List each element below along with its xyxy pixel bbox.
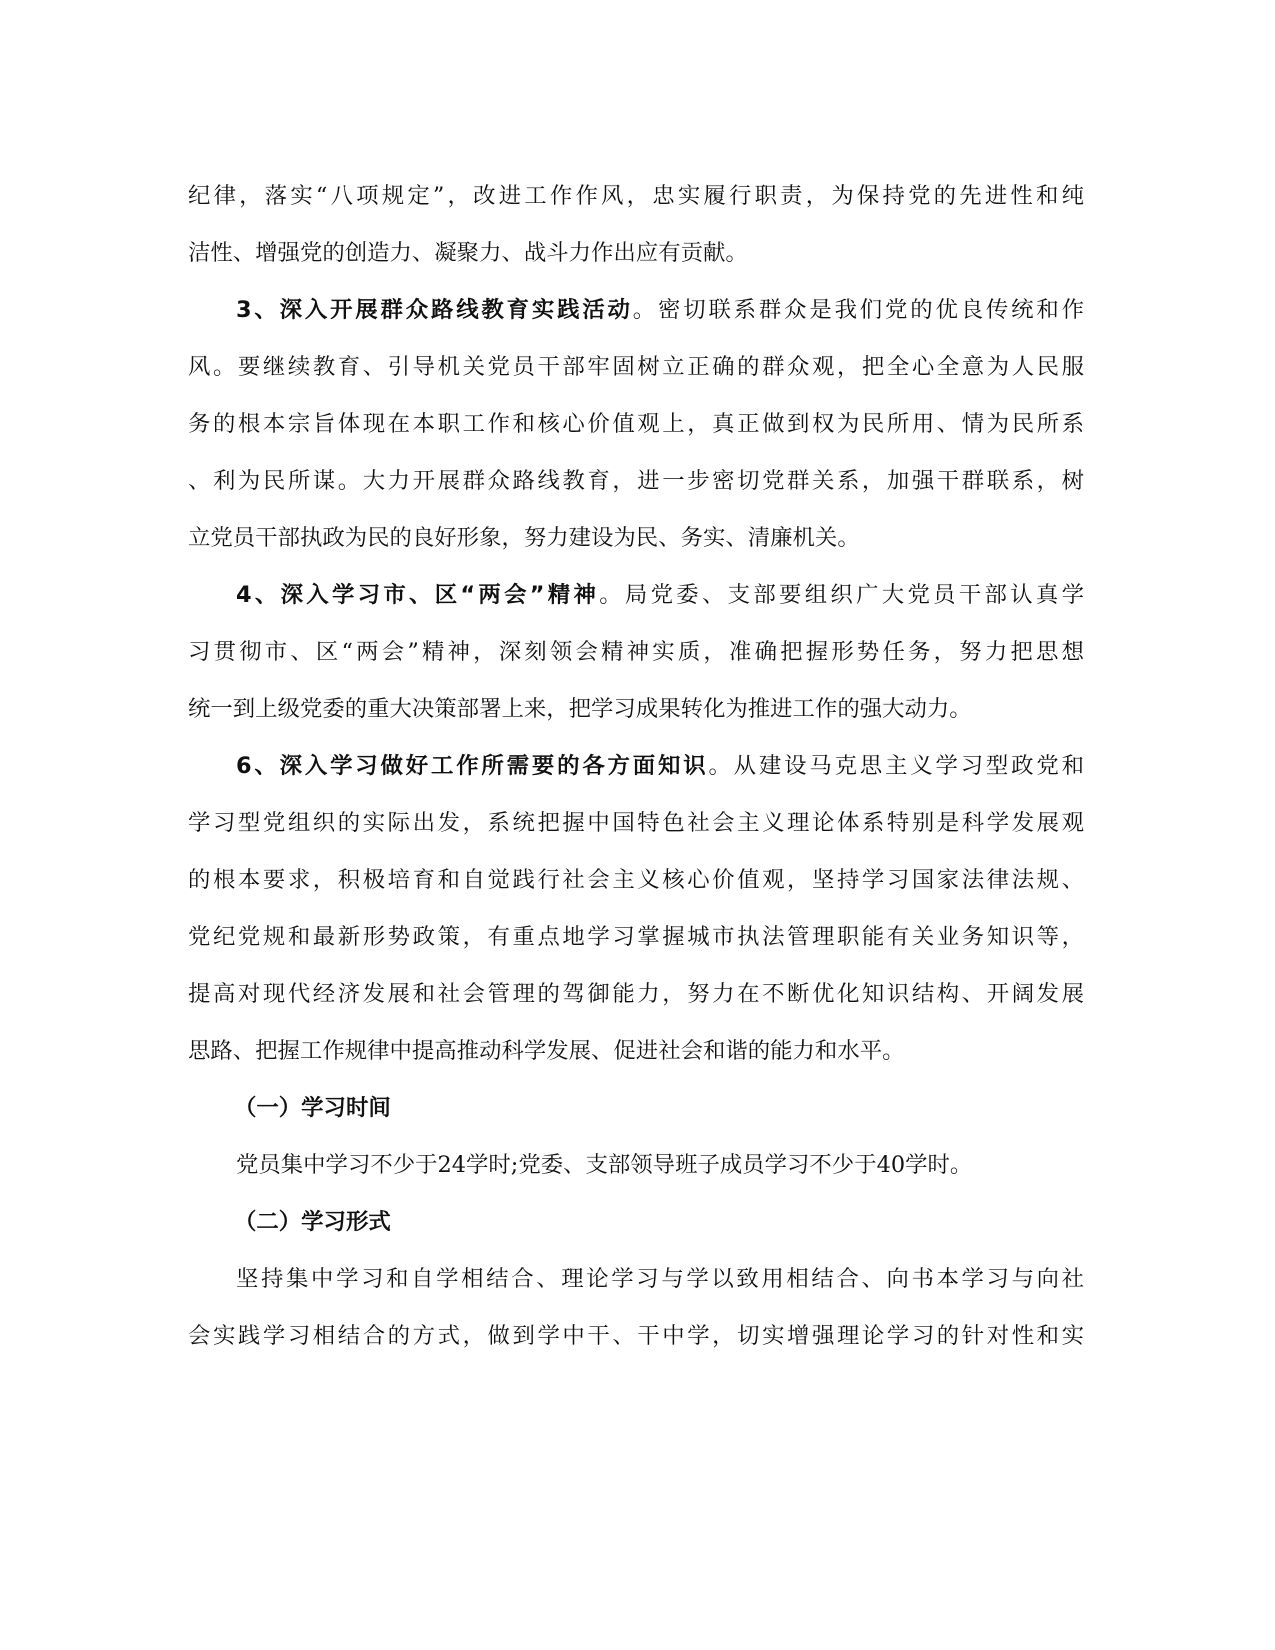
line-text: 的根本要求，积极培育和自觉践行社会主义核心价值观，坚持学习国家法律法规、 [188, 867, 1084, 893]
line-text: 立党员干部执政为民的良好形象，努力建设为民、务实、清廉机关。 [188, 525, 860, 551]
text-line [188, 453, 1084, 510]
text-line [188, 510, 1084, 567]
line-text: 纪律，落实“八项规定”，改进工作作风，忠实履行职责，为保持党的先进性和纯 [188, 183, 1084, 209]
item-heading: 3、深入开展群众路线教育实践活动 [236, 297, 633, 323]
text-line [188, 852, 1084, 909]
line-text: 洁性、增强党的创造力、凝聚力、战斗力作出应有贡献。 [188, 240, 748, 266]
text-line [188, 909, 1084, 966]
line-text: 风。要继续教育、引导机关党员干部牢固树立正确的群众观，把全心全意为人民服 [188, 354, 1084, 380]
text-line [188, 681, 1084, 738]
text-line [188, 168, 1084, 225]
line-text: 。局党委、支部要组织广大党员干部认真学 [599, 582, 1084, 608]
line-text: 。从建设马克思主义学习型政党和 [708, 753, 1084, 779]
text-line [188, 624, 1084, 681]
line-text: 党员集中学习不少于24学时;党委、支部领导班子成员学习不少于40学时。 [236, 1152, 973, 1178]
line-text: 思路、把握工作规律中提高推动科学发展、促进社会和谐的能力和水平。 [188, 1038, 905, 1064]
text-line [188, 1023, 1084, 1080]
item-heading: 6、深入学习做好工作所需要的各方面知识 [236, 753, 709, 779]
line-text: 、利为民所谋。大力开展群众路线教育，进一步密切党群关系，加强干群联系，树 [188, 468, 1084, 494]
text-line [188, 225, 1084, 282]
text-line [188, 396, 1084, 453]
section-subheading [188, 1194, 1084, 1251]
line-text: 务的根本宗旨体现在本职工作和核心价值观上，真正做到权为民所用、情为民所系 [188, 411, 1084, 437]
subheading-text: （二）学习形式 [234, 1209, 391, 1235]
line-text: 习贯彻市、区“两会”精神，深刻领会精神实质，准确把握形势任务，努力把思想 [188, 639, 1084, 665]
text-line [188, 738, 1084, 795]
text-line [188, 1251, 1084, 1308]
line-text: 党纪党规和最新形势政策，有重点地学习掌握城市执法管理职能有关业务知识等， [188, 924, 1084, 950]
text-line [188, 1308, 1084, 1365]
text-line [188, 567, 1084, 624]
text-line [188, 966, 1084, 1023]
line-text: 。密切联系群众是我们党的优良传统和作 [632, 297, 1084, 323]
document-body [188, 168, 1084, 1365]
line-text: 提高对现代经济发展和社会管理的驾御能力，努力在不断优化知识结构、开阔发展 [188, 981, 1084, 1007]
text-line [188, 282, 1084, 339]
line-text: 学习型党组织的实际出发，系统把握中国特色社会主义理论体系特别是科学发展观 [188, 810, 1084, 836]
line-text: 会实践学习相结合的方式，做到学中干、干中学，切实增强理论学习的针对性和实 [188, 1323, 1084, 1349]
line-text: 坚持集中学习和自学相结合、理论学习与学以致用相结合、向书本学习与向社 [236, 1266, 1084, 1292]
text-line [188, 795, 1084, 852]
section-subheading [188, 1080, 1084, 1137]
item-heading: 4、深入学习市、区“两会”精神 [236, 582, 600, 608]
line-text: 统一到上级党委的重大决策部署上来，把学习成果转化为推进工作的强大动力。 [188, 696, 972, 722]
text-line [188, 1137, 1084, 1194]
text-line [188, 339, 1084, 396]
subheading-text: （一）学习时间 [234, 1095, 391, 1121]
